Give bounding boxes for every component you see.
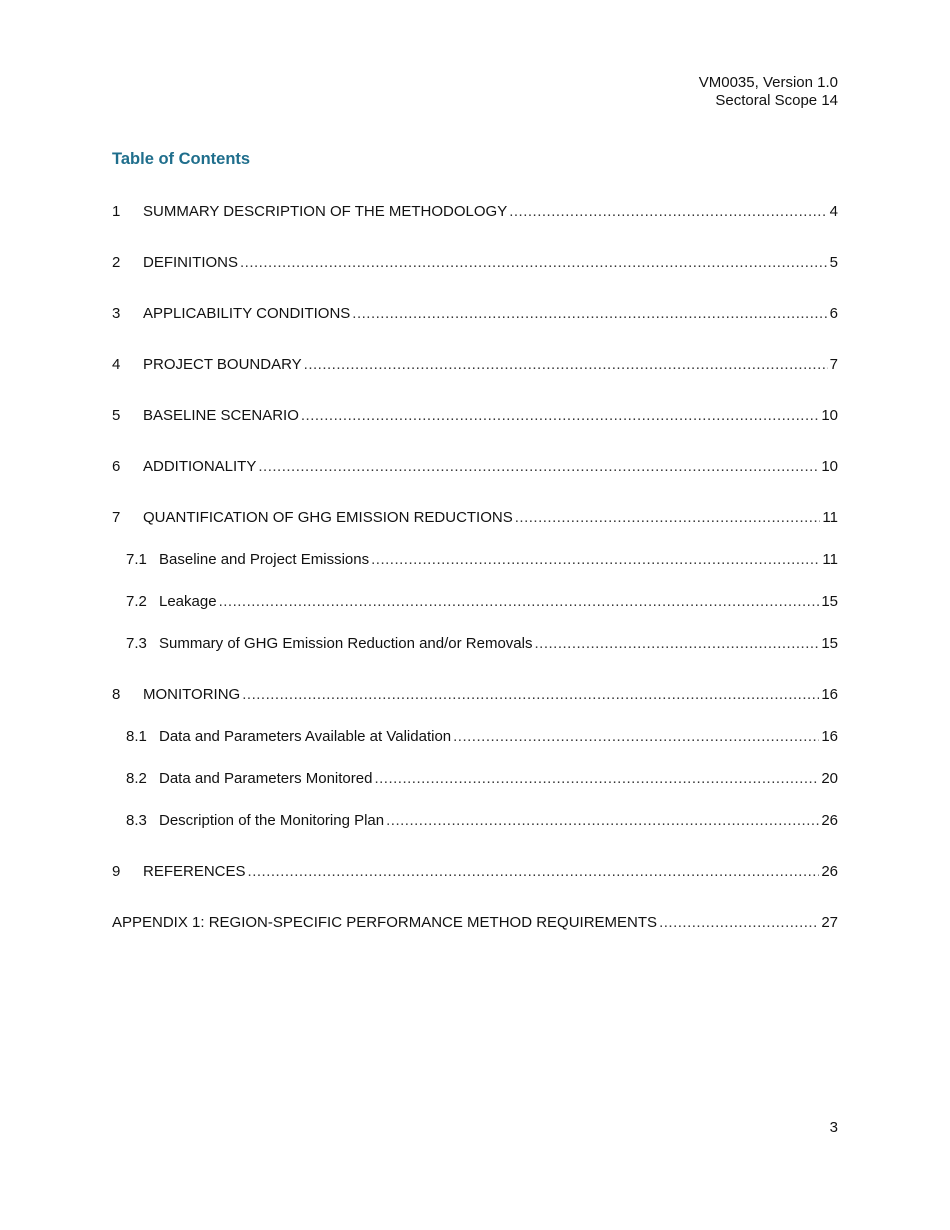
toc-entry-number: 4 [112,356,121,373]
toc-entry-8-3[interactable] [112,811,838,831]
dot-leader [534,634,819,654]
toc-entry-7-2[interactable] [112,592,838,612]
dot-leader [386,811,819,831]
toc-entry-number: 9 [112,863,121,880]
toc-entry-7-1[interactable] [112,550,838,570]
toc-entry-3[interactable] [112,304,838,324]
dot-leader [242,685,819,705]
toc-entry-4[interactable] [112,355,838,375]
toc-entry-page: 20 [821,770,838,787]
toc-entry-page: 5 [829,254,838,271]
toc-entry-number: 8.3 [126,812,147,829]
toc-entry-7-3[interactable] [112,634,838,654]
toc-entry-label: Leakage [159,593,217,610]
toc-entry-appendix-1[interactable] [112,913,838,933]
dot-leader [374,769,819,789]
toc-title: Table of Contents [112,150,251,168]
toc-entry-label: APPLICABILITY CONDITIONS [143,305,351,322]
toc-entry-number: 3 [112,305,121,322]
toc-entry-number: 7.3 [126,635,147,652]
toc-entry-page: 26 [821,863,838,880]
table-of-contents [112,202,838,933]
dot-leader [248,862,820,882]
toc-entry-page: 16 [821,686,838,703]
toc-entry-page: 10 [821,407,838,424]
dot-leader [371,550,820,570]
toc-entry-label: MONITORING [143,686,241,703]
toc-entry-8-1[interactable] [112,727,838,747]
toc-entry-page: 26 [821,812,838,829]
toc-entry-number: 8.2 [126,770,147,787]
toc-entry-page: 27 [821,914,838,931]
toc-entry-2[interactable] [112,253,838,273]
toc-entry-page: 10 [821,458,838,475]
dot-leader [659,913,819,933]
dot-leader [453,727,819,747]
toc-entry-page: 4 [829,203,838,220]
toc-entry-page: 11 [822,509,838,526]
toc-entry-number: 5 [112,407,121,424]
toc-entry-page: 7 [829,356,838,373]
toc-entry-label: APPENDIX 1: REGION-SPECIFIC PERFORMANCE METHOD REQUIREMENTS [112,914,658,931]
page-number: 3 [829,1119,838,1136]
toc-entry-label: Summary of GHG Emission Reduction and/or Removals [159,635,533,652]
toc-entry-6[interactable] [112,457,838,477]
sectoral-scope: Sectoral Scope 14 [715,92,838,109]
toc-entry-label: Baseline and Project Emissions [159,551,370,568]
document-id: VM0035, Version 1.0 [698,74,838,91]
toc-entry-number: 8.1 [126,728,147,745]
dot-leader [240,253,828,273]
toc-entry-8-2[interactable] [112,769,838,789]
toc-entry-label: QUANTIFICATION OF GHG EMISSION REDUCTIONS [143,509,513,526]
toc-entry-number: 2 [112,254,121,271]
document-header [699,74,838,110]
toc-entry-1[interactable] [112,202,838,222]
dot-leader [352,304,827,324]
toc-entry-page: 15 [821,635,838,652]
toc-entry-page: 11 [822,551,838,568]
dot-leader [219,592,820,612]
toc-entry-label: Description of the Monitoring Plan [159,812,385,829]
dot-leader [304,355,828,375]
toc-entry-label: DEFINITIONS [143,254,239,271]
toc-entry-number: 6 [112,458,121,475]
toc-entry-5[interactable] [112,406,838,426]
toc-entry-number: 1 [112,203,121,220]
toc-entry-label: PROJECT BOUNDARY [143,356,302,373]
dot-leader [515,508,821,528]
dot-leader [509,202,827,222]
toc-entry-number: 7 [112,509,121,526]
toc-entry-number: 8 [112,686,121,703]
toc-entry-7[interactable] [112,508,838,528]
toc-entry-label: REFERENCES [143,863,246,880]
toc-entry-9[interactable] [112,862,838,882]
toc-entry-label: Data and Parameters Monitored [159,770,373,787]
toc-entry-number: 7.1 [126,551,147,568]
toc-entry-label: Data and Parameters Available at Validation [159,728,452,745]
toc-entry-label: ADDITIONALITY [143,458,257,475]
toc-entry-page: 6 [829,305,838,322]
toc-entry-page: 16 [821,728,838,745]
toc-entry-page: 15 [821,593,838,610]
toc-entry-label: BASELINE SCENARIO [143,407,299,424]
dot-leader [258,457,819,477]
toc-entry-8[interactable] [112,685,838,705]
dot-leader [301,406,819,426]
toc-entry-label: SUMMARY DESCRIPTION OF THE METHODOLOGY [143,203,508,220]
toc-entry-number: 7.2 [126,593,147,610]
